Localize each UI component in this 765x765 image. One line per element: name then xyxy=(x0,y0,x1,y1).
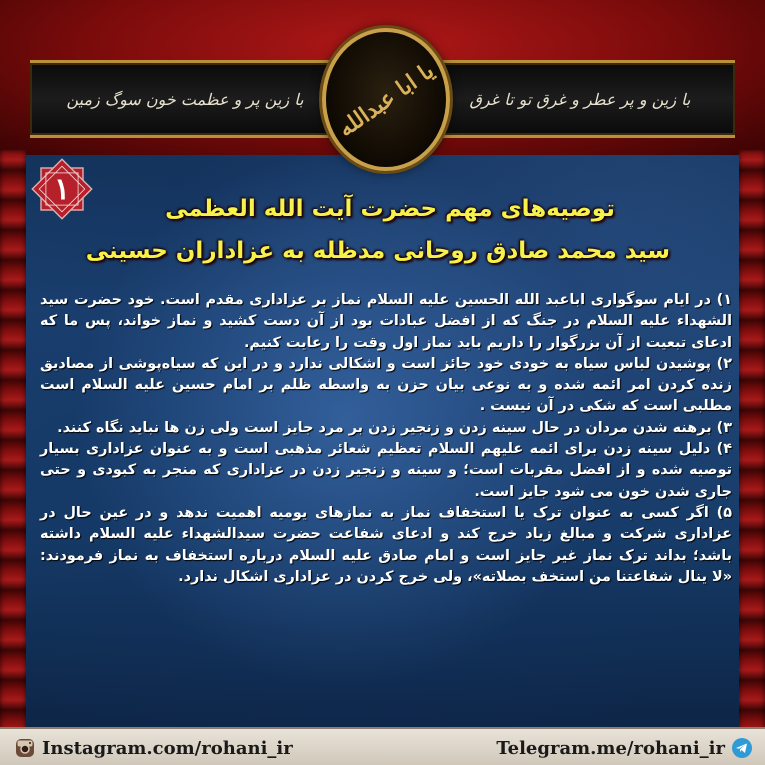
calligraphy-left: با زین پر و عظمت خون سوگ زمین xyxy=(66,89,304,109)
title-line-2: سید محمد صادق روحانی مدظله به عزاداران حسینی xyxy=(85,238,670,264)
recommendation-2: ۲) پوشیدن لباس سیاه به خودی خود جائز است و اشکالی ندارد و در این که سیاه‌پوشی از مصادیق زنده کردن امر ائمه شده و به نوعی بیان حزن به واسطه ظلم بر امام حسین علیه السلام است مطلبی است که شکی در آن نیست . xyxy=(40,355,732,415)
recommendation-5: ۵) اگر کسی به عنوان ترک یا استخفاف نماز به نمازهای یومیه اهمیت ندهد و در عین حال در عزاداری شرکت و مبالغ زیاد خرج کند و ادعای شفاعت حضرت سیدالشهداء علیه السلام داشته باشد؛ بداند ترک نماز غیر جایز است و امام صادق علیه السلام درباره استخفاف به نماز فرمودند: «لا ینال شفاعتنا من استخف بصلاته»، ولی خرج کردن در عزاداری اشکال ندارد. xyxy=(40,504,732,585)
telegram-url: Telegram.me/rohani_ir xyxy=(496,737,725,759)
recommendation-4: ۴) دلیل سینه زدن برای ائمه علیهم السلام تعظیم شعائر مذهبی است و به عنوان عزاداری بسیار توصیه شده و از افضل مقربات است؛ و سینه و زنجیر زدن در عزاداری که منجر به کبودی و حتی جاری شدن خون می شود جایز است. xyxy=(40,441,732,500)
recommendations-text xyxy=(40,290,732,588)
title-line-1: توصیه‌های مهم حضرت آیت الله العظمی xyxy=(165,196,615,222)
calligraphy-right: با زین و پر عطر و غرق تو تا غرق xyxy=(469,89,691,109)
instagram-icon xyxy=(14,737,36,759)
left-ornament-border xyxy=(0,150,26,740)
badge-number: ۱ xyxy=(53,171,71,207)
medallion-text: یا ابا عبدالله xyxy=(333,57,439,142)
recommendation-3: ۳) برهنه شدن مردان در حال سینه زدن و زنجیر زدن بر مرد جایز است ولی زن ها نباید نگاه کنند. xyxy=(57,419,732,436)
recommendation-1: ۱) در ایام سوگواری اباعبد الله الحسین علیه السلام نماز بر عزاداری مقدم است. خود حضرت سید الشهداء علیه السلام در جنگ که از افضل عبادات بود از آن دست کشید و نماز خواند، پس ما که ادعای تبعیت از آن بزرگوار را داریم باید نماز اول وقت را رعایت کنیم. xyxy=(40,292,732,351)
telegram-link[interactable] xyxy=(496,735,753,761)
telegram-icon xyxy=(731,737,753,759)
instagram-url: Instagram.com/rohani_ir xyxy=(42,737,293,759)
medallion-emblem xyxy=(322,28,450,171)
right-ornament-border xyxy=(739,150,765,740)
footer-bar xyxy=(0,727,765,765)
instagram-link[interactable] xyxy=(14,735,293,761)
